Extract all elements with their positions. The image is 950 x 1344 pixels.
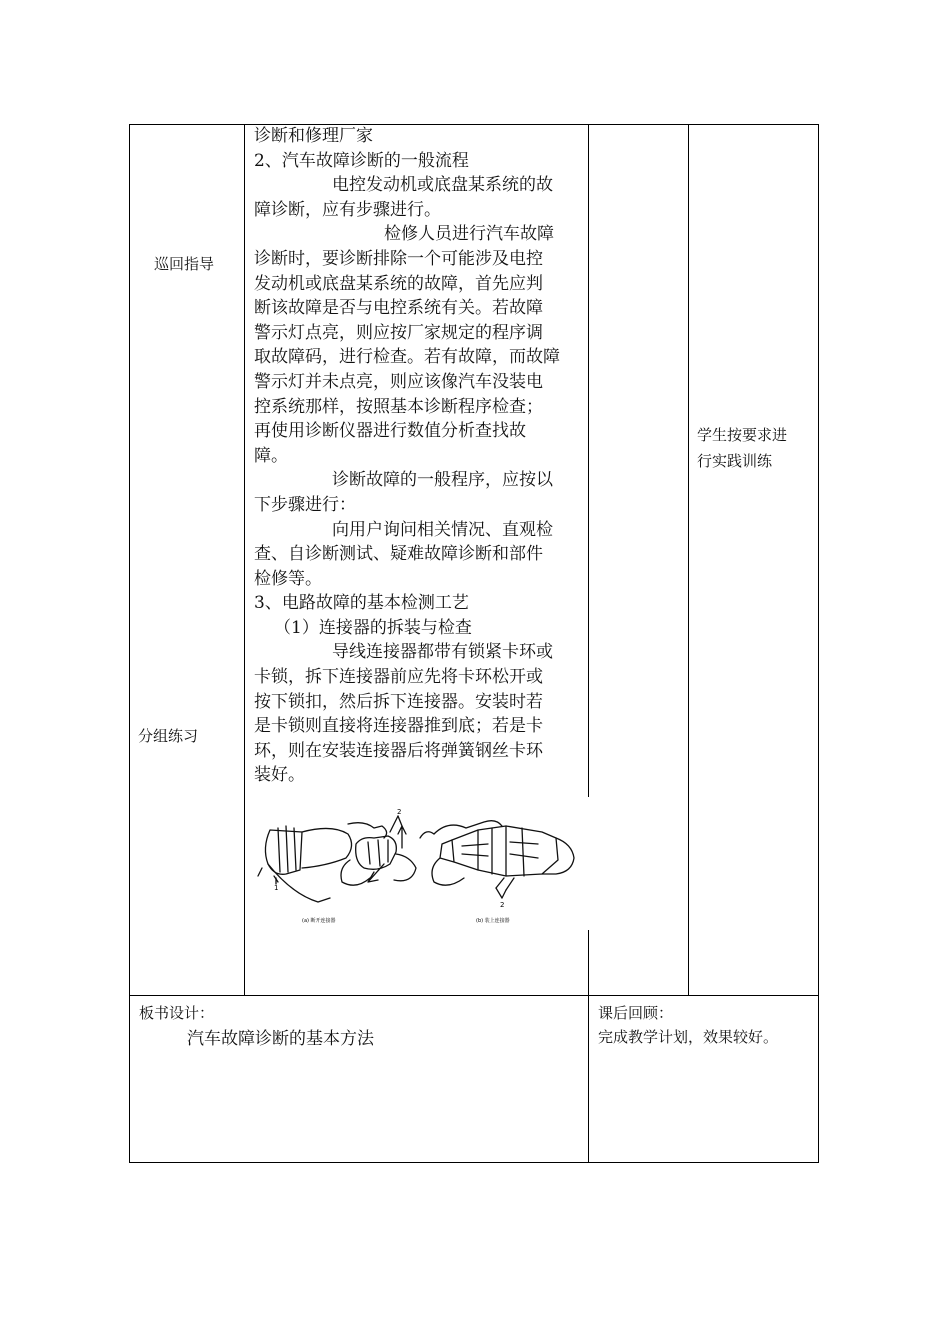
caption-disconnect: (a) 断开连接器	[302, 918, 336, 924]
content-line: 电控发动机或底盘某系统的故	[332, 175, 553, 196]
content-line: 检修人员进行汽车故障	[384, 224, 554, 245]
callout-2b: 2	[500, 901, 505, 909]
content-line: 导线连接器都带有锁紧卡环或	[332, 642, 553, 663]
callout-2a: 2	[397, 808, 402, 816]
connector-body-b	[452, 826, 558, 876]
content-line: 环，则在安装连接器后将弹簧钢丝卡环	[254, 740, 543, 761]
table-middle-border	[129, 995, 819, 996]
student-activity-line: 行实践训练	[697, 452, 773, 470]
content-line: 发动机或底盘某系统的故障，首先应判	[254, 273, 543, 294]
table-right-border	[818, 124, 819, 1163]
content-line: 取故障码，进行检查。若有故障，而故障	[254, 347, 560, 368]
content-line: 障诊断，应有步骤进行。	[254, 199, 441, 220]
review-label: 课后回顾：	[598, 1004, 674, 1022]
connector-body-a	[356, 836, 397, 869]
section-heading: 2、汽车故障诊断的一般流程	[254, 150, 469, 171]
student-activity	[697, 422, 815, 474]
lesson-content	[254, 124, 582, 788]
board-design-title: 汽车故障诊断的基本方法	[187, 1029, 374, 1049]
connector-illustration	[252, 798, 588, 934]
review-text: 完成教学计划，效果较好。	[598, 1028, 779, 1046]
content-line: 断该故障是否与电控系统有关。若故障	[254, 298, 543, 319]
caption-connect: (b) 装上连接器	[476, 918, 510, 924]
content-line: 控系统那样，按照基本诊断程序检查；	[254, 396, 543, 417]
content-line: 警示灯点亮，则应按厂家规定的程序调	[254, 322, 543, 343]
student-activity-line: 学生按要求进	[697, 426, 788, 444]
label-group-practice: 分组练习	[138, 727, 199, 745]
label-column-divider	[244, 124, 245, 995]
content-line: 向用户询问相关情况、直观检	[332, 519, 553, 540]
content-line: 按下锁扣，然后拆下连接器。安装时若	[254, 691, 543, 712]
content-column-divider-top	[588, 124, 589, 797]
board-design-label: 板书设计：	[139, 1004, 215, 1022]
content-line: 诊断故障的一般程序，应按以	[332, 470, 553, 491]
activity-column-divider	[688, 124, 689, 995]
label-patrol-guidance: 巡回指导	[154, 255, 215, 273]
content-line: 下步骤进行：	[254, 494, 356, 515]
content-line: 障。	[254, 445, 288, 466]
content-line: 装好。	[254, 765, 305, 786]
content-line: 再使用诊断仪器进行数值分析查找故	[254, 421, 526, 442]
content-line: 查、自诊断测试、疑难故障诊断和部件	[254, 544, 543, 565]
content-column-divider-bottom	[588, 930, 589, 1163]
section-heading: 3、电路故障的基本检测工艺	[254, 593, 469, 614]
content-line: 诊断和修理厂家	[254, 126, 373, 146]
table-bottom-border	[129, 1162, 819, 1163]
callout-1: 1	[274, 884, 279, 892]
content-line: 诊断时，要诊断排除一个可能涉及电控	[254, 248, 543, 269]
content-line: 是卡锁则直接将连接器推到底；若是卡	[254, 716, 543, 737]
content-line: 警示灯并未点亮，则应该像汽车没装电	[254, 371, 543, 392]
table-left-border	[129, 124, 130, 1163]
content-line: 卡锁，拆下连接器前应先将卡环松开或	[254, 667, 543, 688]
subsection-heading: （1）连接器的拆装与检查	[274, 617, 472, 638]
content-line: 检修等。	[254, 568, 322, 589]
